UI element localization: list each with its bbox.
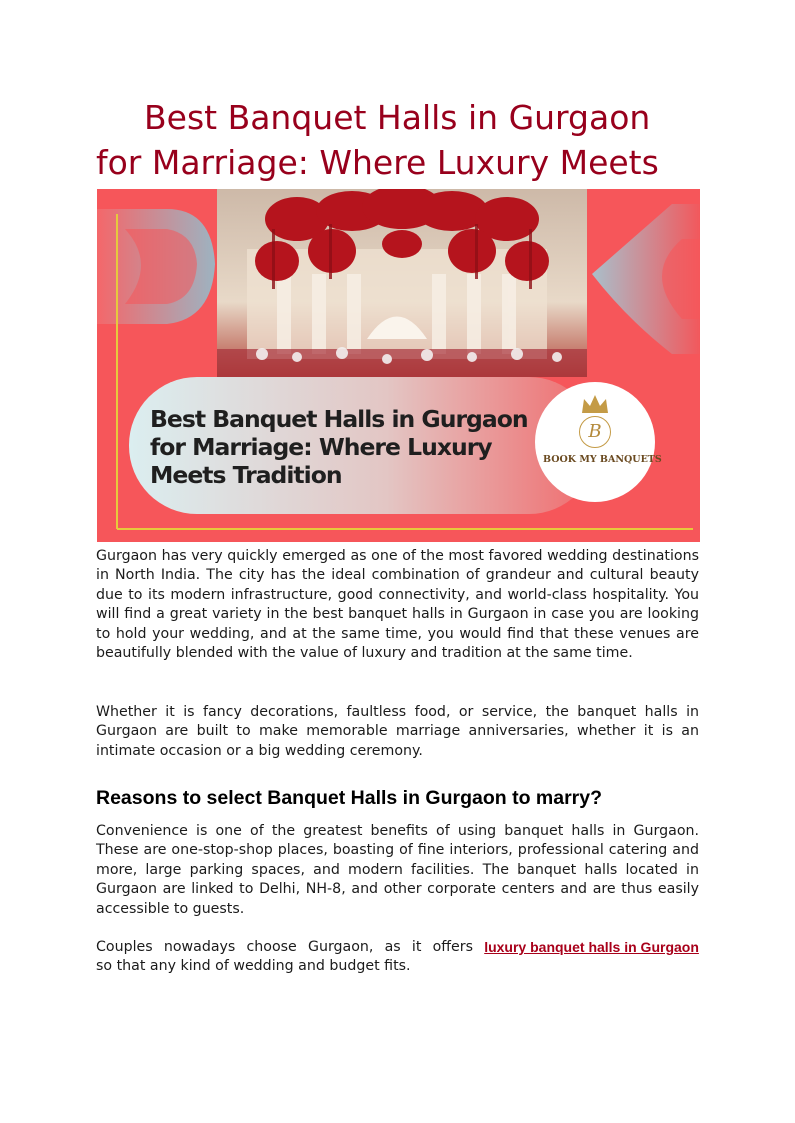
hero-heading: [150, 405, 550, 489]
book-my-banquets-logo: [543, 393, 662, 489]
title-line-2: for Marriage: Where Luxury Meets: [96, 143, 659, 182]
couples-paragraph-line-2: so that any kind of wedding and budget fits.: [96, 958, 411, 975]
title-line-1: Best Banquet Halls in Gurgaon: [144, 98, 651, 137]
reasons-paragraph: Convenience is one of the greatest benefits of using banquet halls in Gurgaon. These are one-stop-shop places, boasting of fine interiors, professional catering and more, large parking spaces, and modern facilities. The banquet halls located in Gurgaon are linked to Delhi, NH-8, and other corporate centers and are thus easily accessible to guests.: [96, 823, 699, 917]
second-paragraph: Whether it is fancy decorations, faultless food, or service, the banquet halls in Gurgaon are built to make memorable marriage anniversaries, whether it is an intimate occasion or a big wedding ceremony.: [96, 704, 699, 759]
couples-paragraph: [96, 938, 699, 977]
couples-paragraph-line-1: [96, 938, 699, 957]
logo-monogram: B: [579, 416, 611, 448]
word: Gurgaon,: [307, 939, 374, 955]
wedding-stage-photo: [217, 189, 587, 377]
word: nowadays: [163, 939, 236, 955]
word: it: [411, 939, 422, 955]
hero-heading-line-1: Best Banquet Halls in Gurgaon: [150, 405, 528, 433]
word: as: [384, 939, 401, 955]
luxury-banquet-halls-link[interactable]: luxury banquet halls in Gurgaon: [484, 939, 699, 955]
hero-banner-image: [97, 189, 700, 542]
section-heading: Reasons to select Banquet Halls in Gurgaon to marry?: [96, 787, 603, 809]
word: choose: [246, 939, 297, 955]
crown-icon: [580, 393, 610, 415]
word: offers: [432, 939, 474, 955]
logo-text: BOOK MY BANQUETS: [543, 454, 662, 465]
intro-paragraph: Gurgaon has very quickly emerged as one of the most favored wedding destinations in North India. The city has the ideal combination of grandeur and cultural beauty due to its modern infrastructure, good connectivity, and world-class hospitality. You will find a great variety in the best banquet halls in Gurgaon in case you are looking to hold your wedding, and at the same time, you would find that these venues are beautifully blended with the value of luxury and tradition at the same time.: [96, 548, 699, 662]
page-title: [96, 95, 716, 187]
hero-heading-line-2: for Marriage: Where Luxury: [150, 433, 492, 461]
word: Couples: [96, 939, 153, 955]
hero-heading-line-3: Meets Tradition: [150, 461, 342, 489]
